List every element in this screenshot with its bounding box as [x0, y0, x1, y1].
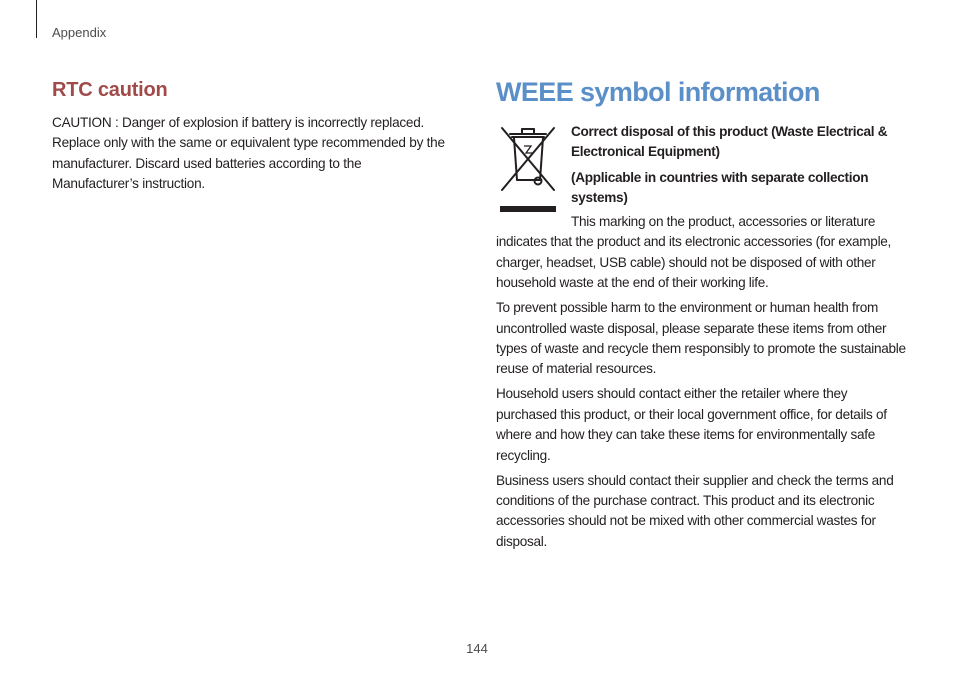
- weee-paragraph-business: Business users should contact their supplier and check the terms and conditions of the purchase contract. This product and its electronic accessories should not be mixed with other commercial wastes for disposal.: [496, 472, 894, 549]
- rtc-caution-text: CAUTION : Danger of explosion if battery is incorrectly replaced. Replace only with the same or equivalent type recommended by the manufacturer. Discard used batteries according to the Manufacturer’s instruction.: [52, 115, 445, 192]
- header-corner-rule: [36, 0, 37, 38]
- weee-paragraph-prevent-harm: To prevent possible harm to the environment or human health from uncontrolled waste disposal, please separate these items from other types of waste and recycle them responsibly to promote the sustainable reuse of material resources.: [496, 300, 906, 377]
- weee-lead-disposal: Correct disposal of this product (Waste Electrical & Electronical Equipment): [571, 124, 888, 160]
- page-number: 144: [466, 641, 488, 656]
- crossed-out-wheeled-bin-icon: [498, 124, 558, 214]
- weee-heading: WEEE symbol information: [496, 77, 820, 107]
- rtc-caution-heading: RTC caution: [52, 79, 168, 101]
- weee-lead-block: [571, 122, 906, 214]
- weee-body: [496, 212, 906, 557]
- weee-paragraph-household: Household users should contact either the retailer where they purchased this product, or their local government office, for details of where and how they can take these items for environmentally safe recycling.: [496, 386, 887, 463]
- weee-paragraph-marking: This marking on the product, accessories or literature indicates that the product and its electronic accessories (for example, charger, headset, USB cable) should not be disposed of with other household waste at the end of their working life.: [496, 214, 892, 291]
- section-label: Appendix: [52, 25, 107, 40]
- weee-lead-applicability: (Applicable in countries with separate collection systems): [571, 169, 869, 206]
